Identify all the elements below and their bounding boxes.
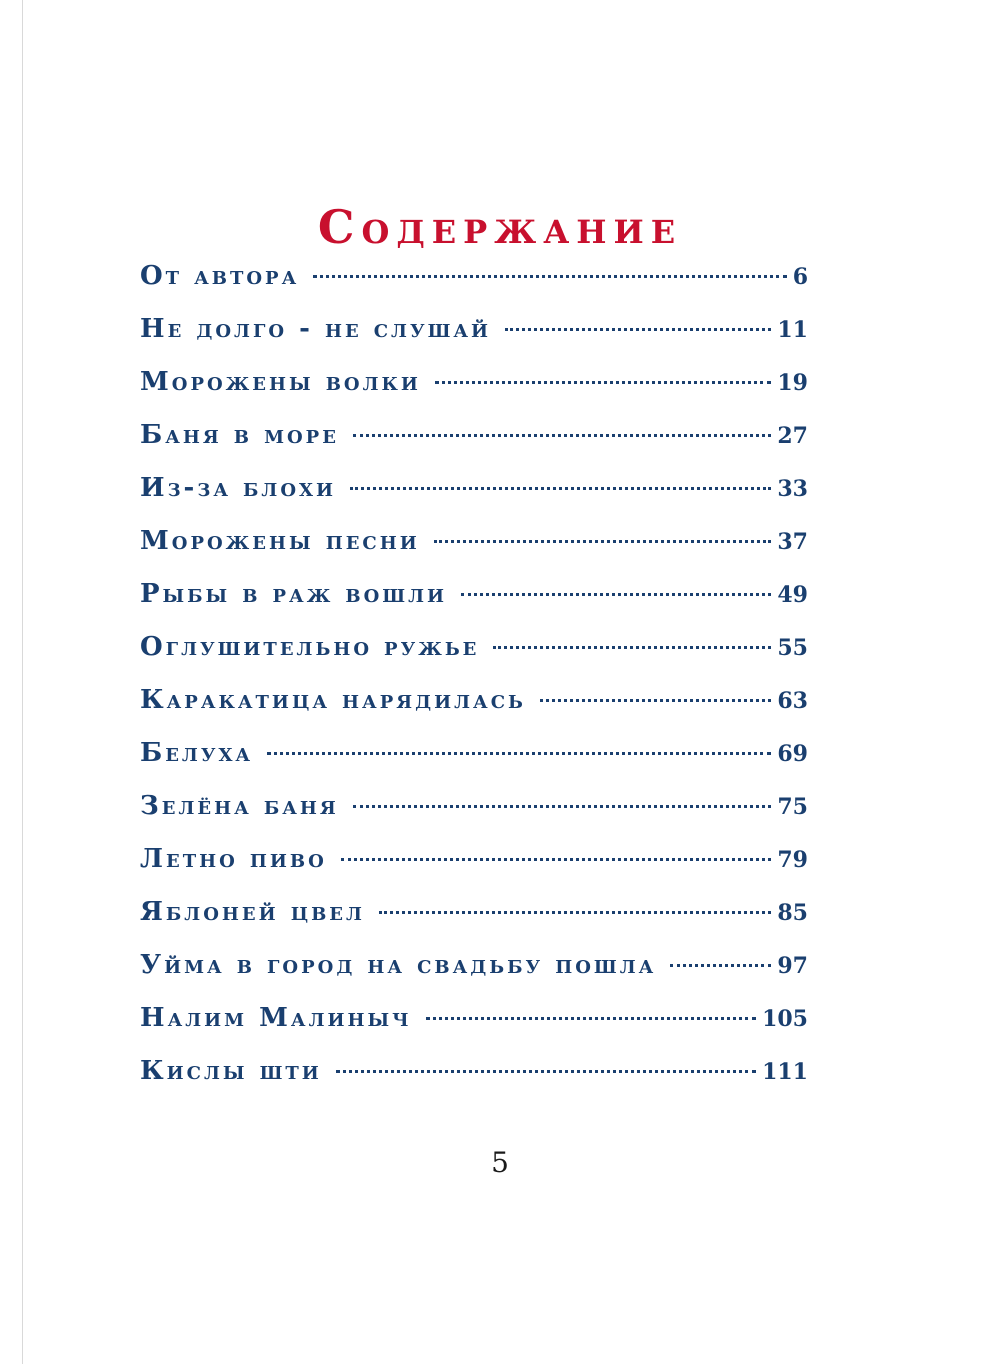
dot-leader [353,805,772,808]
toc-entry-page: 33 [777,476,808,502]
toc-entry-title: Рыбы в раж вошли [140,579,448,609]
toc-entry[interactable] [140,360,808,413]
toc-entry-page: 49 [777,582,808,608]
dot-leader [313,275,786,278]
dot-leader [540,699,771,702]
table-of-contents [140,254,808,1102]
toc-entry-page: 19 [777,370,808,396]
page-number: 5 [491,1146,509,1179]
toc-entry[interactable] [140,466,808,519]
toc-entry[interactable] [140,625,808,678]
toc-entry[interactable] [140,413,808,466]
dot-leader [434,540,772,543]
toc-entry-page: 75 [777,794,808,820]
toc-entry-title: Кислы шти [140,1056,322,1086]
toc-entry-title: Морожены песни [140,526,420,556]
dot-leader [493,646,771,649]
toc-entry[interactable] [140,254,808,307]
toc-entry[interactable] [140,731,808,784]
toc-entry-title: Не долго - не слушай [140,314,492,344]
toc-entry-page: 27 [777,423,808,449]
dot-leader [379,911,771,914]
toc-entry-title: Из-за блохи [140,473,336,503]
toc-entry-page: 6 [792,264,808,290]
toc-entry[interactable] [140,943,808,996]
toc-entry[interactable] [140,572,808,625]
toc-entry[interactable] [140,996,808,1049]
page-title: Содержание [317,199,683,254]
toc-entry[interactable] [140,1049,808,1102]
toc-entry-title: Летно пиво [140,844,327,874]
toc-entry-page: 111 [762,1059,808,1085]
toc-entry-page: 97 [777,953,808,979]
toc-entry-page: 85 [777,900,808,926]
dot-leader [336,1070,756,1073]
toc-entry-page: 11 [777,317,808,343]
toc-entry-page: 63 [777,688,808,714]
toc-entry[interactable] [140,784,808,837]
dot-leader [426,1017,757,1020]
toc-entry-title: Уйма в город на свадьбу пошла [140,950,657,980]
toc-entry-page: 105 [762,1006,808,1032]
dot-leader [353,434,771,437]
toc-entry[interactable] [140,519,808,572]
dot-leader [435,381,771,384]
toc-entry[interactable] [140,890,808,943]
toc-entry-page: 79 [777,847,808,873]
toc-entry-title: Оглушительно ружье [140,632,480,662]
toc-entry[interactable] [140,837,808,890]
dot-leader [670,964,771,967]
toc-entry-title: Баня в море [140,420,339,450]
toc-entry-page: 55 [777,635,808,661]
toc-entry-page: 69 [777,741,808,767]
dot-leader [350,487,771,490]
toc-entry-title: Яблоней цвел [140,897,365,927]
toc-entry[interactable] [140,307,808,360]
toc-entry[interactable] [140,678,808,731]
toc-entry-page: 37 [777,529,808,555]
toc-entry-title: Белуха [140,738,254,768]
dot-leader [341,858,772,861]
dot-leader [267,752,771,755]
dot-leader [505,328,771,331]
toc-entry-title: Каракатица нарядилась [140,685,526,715]
toc-entry-title: Морожены волки [140,367,421,397]
toc-entry-title: Зелёна баня [140,791,339,821]
toc-entry-title: Налим Малиныч [140,1003,412,1033]
dot-leader [461,593,771,596]
toc-entry-title: От автора [140,261,300,291]
